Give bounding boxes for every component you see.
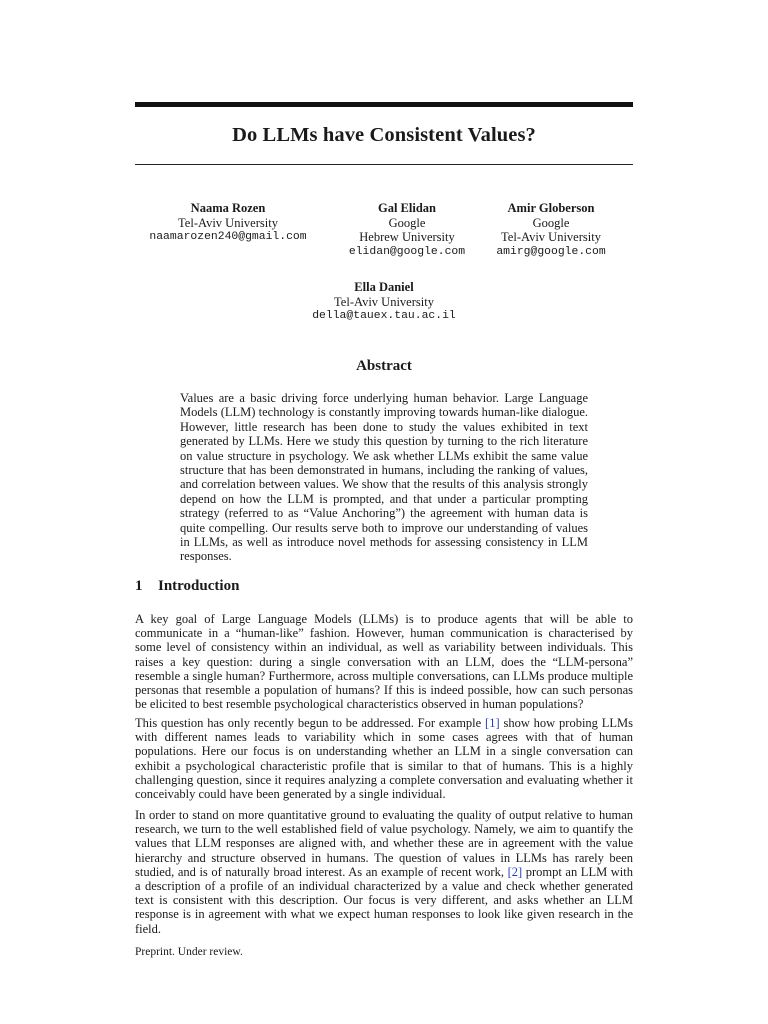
title-rule <box>135 164 633 165</box>
author-email: elidan@google.com <box>348 245 466 258</box>
author-affiliation: Tel-Aviv University <box>501 230 601 244</box>
author-block <box>332 201 482 259</box>
paragraph-text: show how probing LLMs with different names leads to variability which in some cases agrees with that of human populations. Here our focus is on understanding whether an LLM in a single conversation can exhibit a psychological characteristic profile that is similar to that of humans. This is a highly challenging question, since it requires analyzing a complete conversation and evaluating whether it conceivably could have been generated by a single individual. <box>135 716 634 802</box>
author-name: Gal Elidan <box>377 201 436 215</box>
intro-paragraph-3 <box>135 808 633 936</box>
section-heading <box>135 578 239 595</box>
top-rule <box>135 102 633 107</box>
paragraph-text: In order to stand on more quantitative ground to evaluating the quality of output relative to human research, we turn to the well established field of value psychology. Namely, we aim to quantify the values that LLM responses are aligned with, and whether these are in agreement with the value hierarchy and structure observed in humans. The question of values in LLMs has rarely been studied, and is of naturally broad interest. As an example of recent work, <box>135 808 633 879</box>
author-block <box>284 280 484 324</box>
author-email: naamarozen240@gmail.com <box>149 231 307 243</box>
abstract-heading: Abstract <box>356 358 412 374</box>
author-affiliation: Tel-Aviv University <box>178 215 278 230</box>
author-block <box>486 201 616 259</box>
author-affiliation: Google <box>532 215 570 230</box>
paragraph-text: prompt an LLM with a description of a profile of an individual characterized by a value and check whether generated text is consistent with this description. Our focus is very different, and asks whether an LLM response is in agreement with what we expect human responses to look like given research in the field. <box>135 864 634 936</box>
section-title: Introduction <box>158 578 240 594</box>
author-affiliation: Google <box>388 215 426 230</box>
intro-paragraph-2 <box>135 716 633 801</box>
author-email: della@tauex.tau.ac.il <box>312 310 456 322</box>
abstract-text: Values are a basic driving force underlying human behavior. Large Language Models (LLM) technology is constantly improving towards human-like dialogue. However, little research has been done to study the values exhibited in text generated by LLMs. Here we study this question by turning to the rich literature on value structure in psychology. We ask whether LLMs exhibit the same value structure that has been demonstrated in humans, including the ranking of values, and correlation between values. We show that the results of this analysis strongly depend on how the LLM is prompted, and that under a particular prompting strategy (referred to as “Value Anchoring”) the agreement with human data is quite compelling. Our results serve both to improve our understanding of values in LLMs, as well as introduce novel methods for assessing consistency in LLM responses. <box>180 391 588 564</box>
author-name: Ella Daniel <box>354 280 414 294</box>
author-name: Amir Globerson <box>507 201 595 215</box>
author-name: Naama Rozen <box>190 201 266 215</box>
author-affiliation: Hebrew University <box>359 230 455 244</box>
author-block <box>143 201 313 245</box>
author-email: amirg@google.com <box>496 245 606 258</box>
citation-link[interactable]: [1] <box>485 716 500 730</box>
footer-note: Preprint. Under review. <box>135 946 243 958</box>
paper-title: Do LLMs have Consistent Values? <box>232 124 536 146</box>
citation-link[interactable]: [2] <box>507 864 523 879</box>
intro-paragraph-1: A key goal of Large Language Models (LLMs) is to produce agents that will be able to communicate in a “human-like” fashion. However, human communication is characterised by some level of consistency within an individual, as well as variability between individuals. This raises a key question: during a single conversation with an LLM, does the “LLM-persona” resemble a single human? Furthermore, across multiple conversations, can LLMs produce multiple personas that resemble a population of humans? If this is indeed possible, how can such personas be elicited to best resemble psychological characteristics observed in human populations? <box>135 612 633 712</box>
author-affiliation: Tel-Aviv University <box>334 294 434 309</box>
section-number: 1 <box>135 578 143 594</box>
paragraph-text: This question has only recently begun to be addressed. For example <box>135 716 486 730</box>
